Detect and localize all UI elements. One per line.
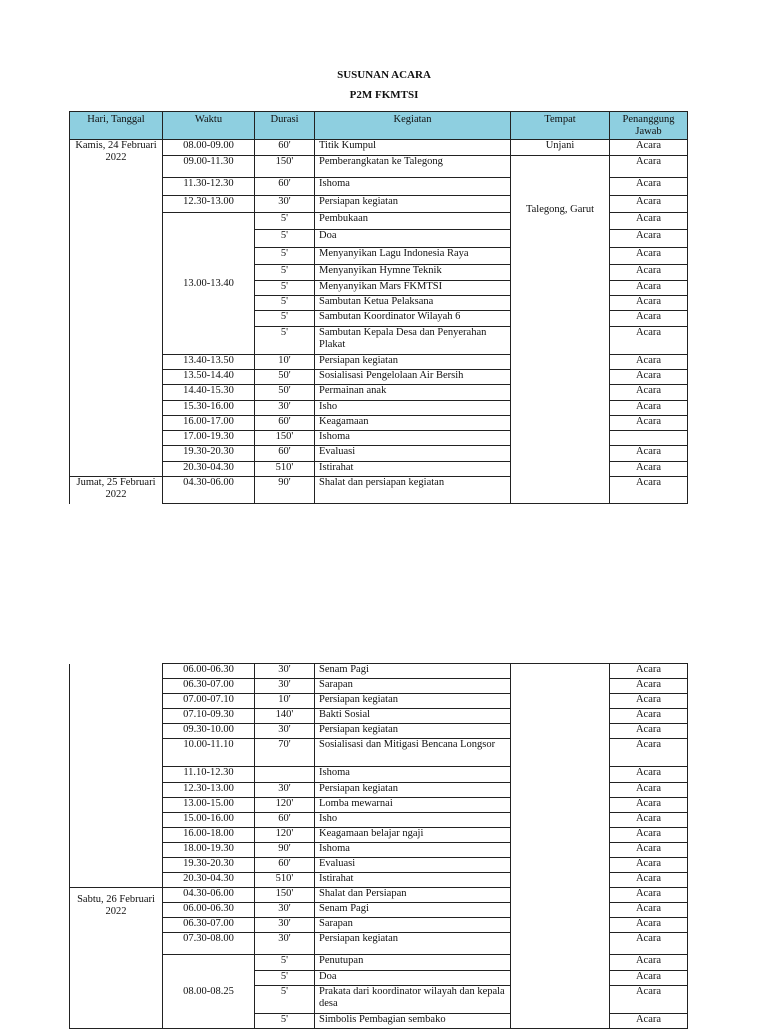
- kegiatan-cell: Keagamaan belajar ngaji: [315, 828, 511, 843]
- durasi-cell: 150': [255, 431, 315, 446]
- pj-cell: Acara: [610, 327, 688, 355]
- pj-cell: Acara: [610, 156, 688, 178]
- pj-cell: Acara: [610, 986, 688, 1014]
- header-kegiatan: Kegiatan: [315, 112, 511, 140]
- pj-cell: Acara: [610, 355, 688, 370]
- waktu-cell: 04.30-06.00: [163, 477, 255, 504]
- durasi-cell: 30': [255, 903, 315, 918]
- kegiatan-cell: Persiapan kegiatan: [315, 783, 511, 798]
- kegiatan-cell: Simbolis Pembagian sembako: [315, 1014, 511, 1029]
- kegiatan-cell: Persiapan kegiatan: [315, 355, 511, 370]
- durasi-cell: 70': [255, 739, 315, 767]
- pj-cell: Acara: [610, 196, 688, 213]
- tempat-cell-talegong: [511, 178, 610, 504]
- pj-cell: Acara: [610, 679, 688, 694]
- pj-cell: Acara: [610, 798, 688, 813]
- durasi-cell: 5': [255, 213, 315, 230]
- waktu-cell: 14.40-15.30: [163, 385, 255, 401]
- kegiatan-cell: Penutupan: [315, 955, 511, 971]
- durasi-cell: 60': [255, 858, 315, 873]
- waktu-cell: 20.30-04.30: [163, 873, 255, 888]
- pj-cell: Acara: [610, 739, 688, 767]
- kegiatan-cell: Sarapan: [315, 918, 511, 933]
- kegiatan-cell: Sambutan Kepala Desa dan Penyerahan Plakat: [315, 327, 511, 355]
- kegiatan-cell: Ishoma: [315, 843, 511, 858]
- durasi-cell: 30': [255, 401, 315, 416]
- waktu-cell: 19.30-20.30: [163, 858, 255, 873]
- day-label-sabtu: Sabtu, 26 Februari 2022: [77, 894, 155, 917]
- table-header-row: [70, 112, 688, 140]
- pj-cell: Acara: [610, 767, 688, 783]
- header-penanggung-jawab: Penanggung Jawab: [610, 112, 688, 140]
- pj-cell: Acara: [610, 401, 688, 416]
- waktu-cell: 12.30-13.00: [163, 783, 255, 798]
- header-waktu: Waktu: [163, 112, 255, 140]
- tempat-label: Talegong, Garut: [525, 204, 595, 216]
- pj-cell: Acara: [610, 462, 688, 477]
- waktu-cell: 13.00-15.00: [163, 798, 255, 813]
- durasi-cell: 50': [255, 370, 315, 385]
- pj-cell: Acara: [610, 828, 688, 843]
- pj-cell: Acara: [610, 370, 688, 385]
- pj-cell: Acara: [610, 971, 688, 986]
- kegiatan-cell: Persiapan kegiatan: [315, 724, 511, 739]
- durasi-cell: 150': [255, 888, 315, 903]
- durasi-cell: 5': [255, 327, 315, 355]
- pj-cell: Acara: [610, 213, 688, 230]
- pj-cell: Acara: [610, 1014, 688, 1029]
- waktu-cell: 12.30-13.00: [163, 196, 255, 213]
- durasi-cell: 90': [255, 843, 315, 858]
- pj-cell: Acara: [610, 843, 688, 858]
- header-hari-tanggal: Hari, Tanggal: [70, 112, 163, 140]
- schedule-table: [69, 111, 688, 504]
- kegiatan-cell: Persiapan kegiatan: [315, 933, 511, 955]
- kegiatan-cell: Sambutan Koordinator Wilayah 6: [315, 311, 511, 327]
- waktu-cell: 04.30-06.00: [163, 888, 255, 903]
- waktu-cell-block: 08.00-08.25: [163, 955, 255, 1029]
- kegiatan-cell: Lomba mewarnai: [315, 798, 511, 813]
- pj-cell: Acara: [610, 858, 688, 873]
- kegiatan-cell: Senam Pagi: [315, 664, 511, 679]
- waktu-cell: 13.40-13.50: [163, 355, 255, 370]
- kegiatan-cell: Prakata dari koordinator wilayah dan kepala desa: [315, 986, 511, 1014]
- durasi-cell: 30': [255, 664, 315, 679]
- schedule-table-continued: [69, 663, 688, 1029]
- kegiatan-cell: Ishoma: [315, 431, 511, 446]
- pj-cell: Acara: [610, 933, 688, 955]
- kegiatan-cell: Ishoma: [315, 178, 511, 196]
- kegiatan-cell: Pembukaan: [315, 213, 511, 230]
- pj-cell: Acara: [610, 888, 688, 903]
- tempat-cell-continued: [511, 664, 610, 1029]
- pj-cell: Acara: [610, 813, 688, 828]
- durasi-cell: 120': [255, 828, 315, 843]
- pj-cell: Acara: [610, 446, 688, 462]
- kegiatan-cell: Istirahat: [315, 462, 511, 477]
- kegiatan-cell: Pemberangkatan ke Talegong: [315, 156, 511, 178]
- waktu-cell: 06.30-07.00: [163, 918, 255, 933]
- header-durasi: Durasi: [255, 112, 315, 140]
- durasi-cell: 60': [255, 178, 315, 196]
- durasi-cell: 30': [255, 724, 315, 739]
- pj-cell: Acara: [610, 664, 688, 679]
- pj-cell: Acara: [610, 873, 688, 888]
- durasi-cell: 120': [255, 798, 315, 813]
- waktu-cell: 19.30-20.30: [163, 446, 255, 462]
- kegiatan-cell: Ishoma: [315, 767, 511, 783]
- durasi-cell: 60': [255, 416, 315, 431]
- kegiatan-cell: Doa: [315, 230, 511, 248]
- kegiatan-cell: Keagamaan: [315, 416, 511, 431]
- durasi-cell: 5': [255, 986, 315, 1014]
- durasi-cell: 5': [255, 955, 315, 971]
- pj-cell: Acara: [610, 724, 688, 739]
- durasi-cell: 5': [255, 248, 315, 265]
- durasi-cell: 60': [255, 813, 315, 828]
- kegiatan-cell: Permainan anak: [315, 385, 511, 401]
- kegiatan-cell: Menyanyikan Lagu Indonesia Raya: [315, 248, 511, 265]
- day-cell-sabtu: [70, 888, 163, 1029]
- waktu-cell: 08.00-09.00: [163, 140, 255, 156]
- pj-cell: Acara: [610, 296, 688, 311]
- kegiatan-cell: Sosialisasi dan Mitigasi Bencana Longsor: [315, 739, 511, 767]
- pj-cell: Acara: [610, 311, 688, 327]
- durasi-cell: 5': [255, 1014, 315, 1029]
- waktu-cell: 06.30-07.00: [163, 679, 255, 694]
- kegiatan-cell: Sambutan Ketua Pelaksana: [315, 296, 511, 311]
- pj-cell: Acara: [610, 178, 688, 196]
- kegiatan-cell: Senam Pagi: [315, 903, 511, 918]
- pj-cell: Acara: [610, 230, 688, 248]
- durasi-cell: 5': [255, 311, 315, 327]
- waktu-cell: 20.30-04.30: [163, 462, 255, 477]
- pj-cell: Acara: [610, 903, 688, 918]
- waktu-cell: 13.50-14.40: [163, 370, 255, 385]
- pj-cell: Acara: [610, 385, 688, 401]
- kegiatan-cell: Evaluasi: [315, 858, 511, 873]
- waktu-cell: 15.30-16.00: [163, 401, 255, 416]
- durasi-cell: 30': [255, 196, 315, 213]
- pj-cell: Acara: [610, 709, 688, 724]
- pj-cell: [610, 431, 688, 446]
- durasi-cell: 30': [255, 933, 315, 955]
- waktu-cell: 09.00-11.30: [163, 156, 255, 178]
- durasi-cell: 60': [255, 446, 315, 462]
- table-row: [70, 156, 688, 178]
- day-cell-jumat: Jumat, 25 Februari 2022: [70, 477, 163, 504]
- durasi-cell: 50': [255, 385, 315, 401]
- durasi-cell: 510': [255, 873, 315, 888]
- pj-cell: Acara: [610, 281, 688, 296]
- durasi-cell: 10': [255, 355, 315, 370]
- tempat-cell-unjani: Unjani: [511, 140, 610, 156]
- waktu-cell: 11.30-12.30: [163, 178, 255, 196]
- waktu-cell: 07.30-08.00: [163, 933, 255, 955]
- durasi-cell: 30': [255, 783, 315, 798]
- kegiatan-cell: Sarapan: [315, 679, 511, 694]
- durasi-cell: 30': [255, 679, 315, 694]
- waktu-cell: 10.00-11.10: [163, 739, 255, 767]
- waktu-cell: 06.00-06.30: [163, 903, 255, 918]
- waktu-cell: 16.00-18.00: [163, 828, 255, 843]
- table-row: [70, 178, 688, 196]
- waktu-cell: 11.10-12.30: [163, 767, 255, 783]
- durasi-cell: 5': [255, 281, 315, 296]
- durasi-cell: 30': [255, 918, 315, 933]
- durasi-cell: 5': [255, 296, 315, 311]
- tempat-cell-empty: [511, 156, 610, 178]
- kegiatan-cell: Persiapan kegiatan: [315, 694, 511, 709]
- kegiatan-cell: Istirahat: [315, 873, 511, 888]
- durasi-cell: 10': [255, 694, 315, 709]
- waktu-cell: 06.00-06.30: [163, 664, 255, 679]
- durasi-cell: 5': [255, 265, 315, 281]
- kegiatan-cell: Evaluasi: [315, 446, 511, 462]
- waktu-cell: 07.10-09.30: [163, 709, 255, 724]
- kegiatan-cell: Persiapan kegiatan: [315, 196, 511, 213]
- day-cell-jumat-continued: [70, 664, 163, 888]
- header-tempat: Tempat: [511, 112, 610, 140]
- pj-cell: Acara: [610, 140, 688, 156]
- durasi-cell: 140': [255, 709, 315, 724]
- waktu-cell: 17.00-19.30: [163, 431, 255, 446]
- pj-cell: Acara: [610, 955, 688, 971]
- kegiatan-cell: Doa: [315, 971, 511, 986]
- document-subtitle: P2M FKMTSI: [349, 89, 419, 101]
- durasi-cell: 60': [255, 140, 315, 156]
- pj-cell: Acara: [610, 248, 688, 265]
- durasi-cell: 510': [255, 462, 315, 477]
- durasi-cell: 150': [255, 156, 315, 178]
- pj-cell: Acara: [610, 265, 688, 281]
- durasi-cell: 90': [255, 477, 315, 504]
- waktu-cell: 15.00-16.00: [163, 813, 255, 828]
- pj-cell: Acara: [610, 416, 688, 431]
- waktu-cell-block: 13.00-13.40: [163, 213, 255, 355]
- kegiatan-cell: Isho: [315, 813, 511, 828]
- waktu-cell: 18.00-19.30: [163, 843, 255, 858]
- table-row: [70, 140, 688, 156]
- document-title: SUSUNAN ACARA: [337, 69, 431, 81]
- durasi-cell: [255, 767, 315, 783]
- durasi-cell: 5': [255, 971, 315, 986]
- waktu-cell: 16.00-17.00: [163, 416, 255, 431]
- pj-cell: Acara: [610, 783, 688, 798]
- kegiatan-cell: Shalat dan persiapan kegiatan: [315, 477, 511, 504]
- pj-cell: Acara: [610, 918, 688, 933]
- table-row: [70, 664, 688, 679]
- pj-cell: Acara: [610, 694, 688, 709]
- kegiatan-cell: Shalat dan Persiapan: [315, 888, 511, 903]
- kegiatan-cell: Sosialisasi Pengelolaan Air Bersih: [315, 370, 511, 385]
- kegiatan-cell: Menyanyikan Mars FKMTSI: [315, 281, 511, 296]
- waktu-cell: 09.30-10.00: [163, 724, 255, 739]
- kegiatan-cell: Menyanyikan Hymne Teknik: [315, 265, 511, 281]
- waktu-cell: 07.00-07.10: [163, 694, 255, 709]
- day-cell-kamis: Kamis, 24 Februari 2022: [70, 140, 163, 477]
- kegiatan-cell: Isho: [315, 401, 511, 416]
- kegiatan-cell: Bakti Sosial: [315, 709, 511, 724]
- durasi-cell: 5': [255, 230, 315, 248]
- kegiatan-cell: Titik Kumpul: [315, 140, 511, 156]
- pj-cell: Acara: [610, 477, 688, 504]
